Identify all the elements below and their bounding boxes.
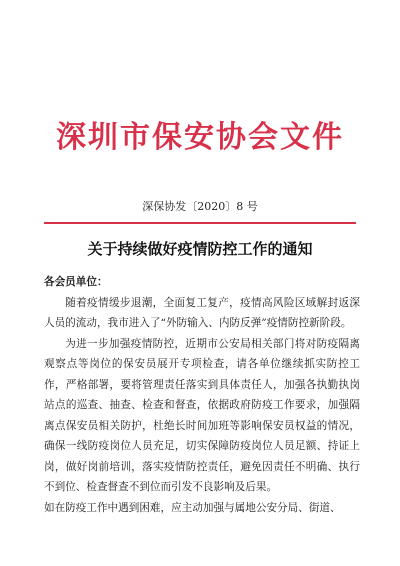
document-header-title: 深圳市保安协会文件: [56, 120, 344, 155]
paragraph-2: 为进一步加强疫情防控，近期市公安局相关部门将对防疫隔离观察点等岗位的保安员展开专项检查，请各单位继续抓实防控工作，严格部署，要将管理责任落实到具体责任人，加强各执勤执岗站点的巡查、抽查、检查和督查，依据政府防疫工作要求，加强隔离点保安员相关防护，杜绝长时间加班等影响保安员权益的情况，确保一线防疫岗位人员充足，切实保障防疫岗位人员足额、持证上岗，做好岗前培训，落实疫情防控责任，避免因责任不明确、执行不到位、检查督查不到位而引发不良影响及后果。: [44, 337, 360, 493]
notice-body: [44, 272, 360, 518]
paragraph-3: 如在防疫工作中遇到困难，应主动加强与属地公安分局、街道、: [44, 501, 341, 514]
paragraph-1: 随着疫情缓步退潮，全面复工复产，疫情高风险区域解封返深人员的流动，我市进入了“外防输入、内防反弹”疫情防控新阶段。: [44, 296, 360, 329]
salutation: 各会员单位：: [44, 276, 108, 288]
notice-title: 关于持续做好疫情防控工作的通知: [87, 240, 313, 258]
header-divider: [44, 222, 356, 224]
document-number: 深保协发〔2020〕8 号: [142, 200, 258, 213]
